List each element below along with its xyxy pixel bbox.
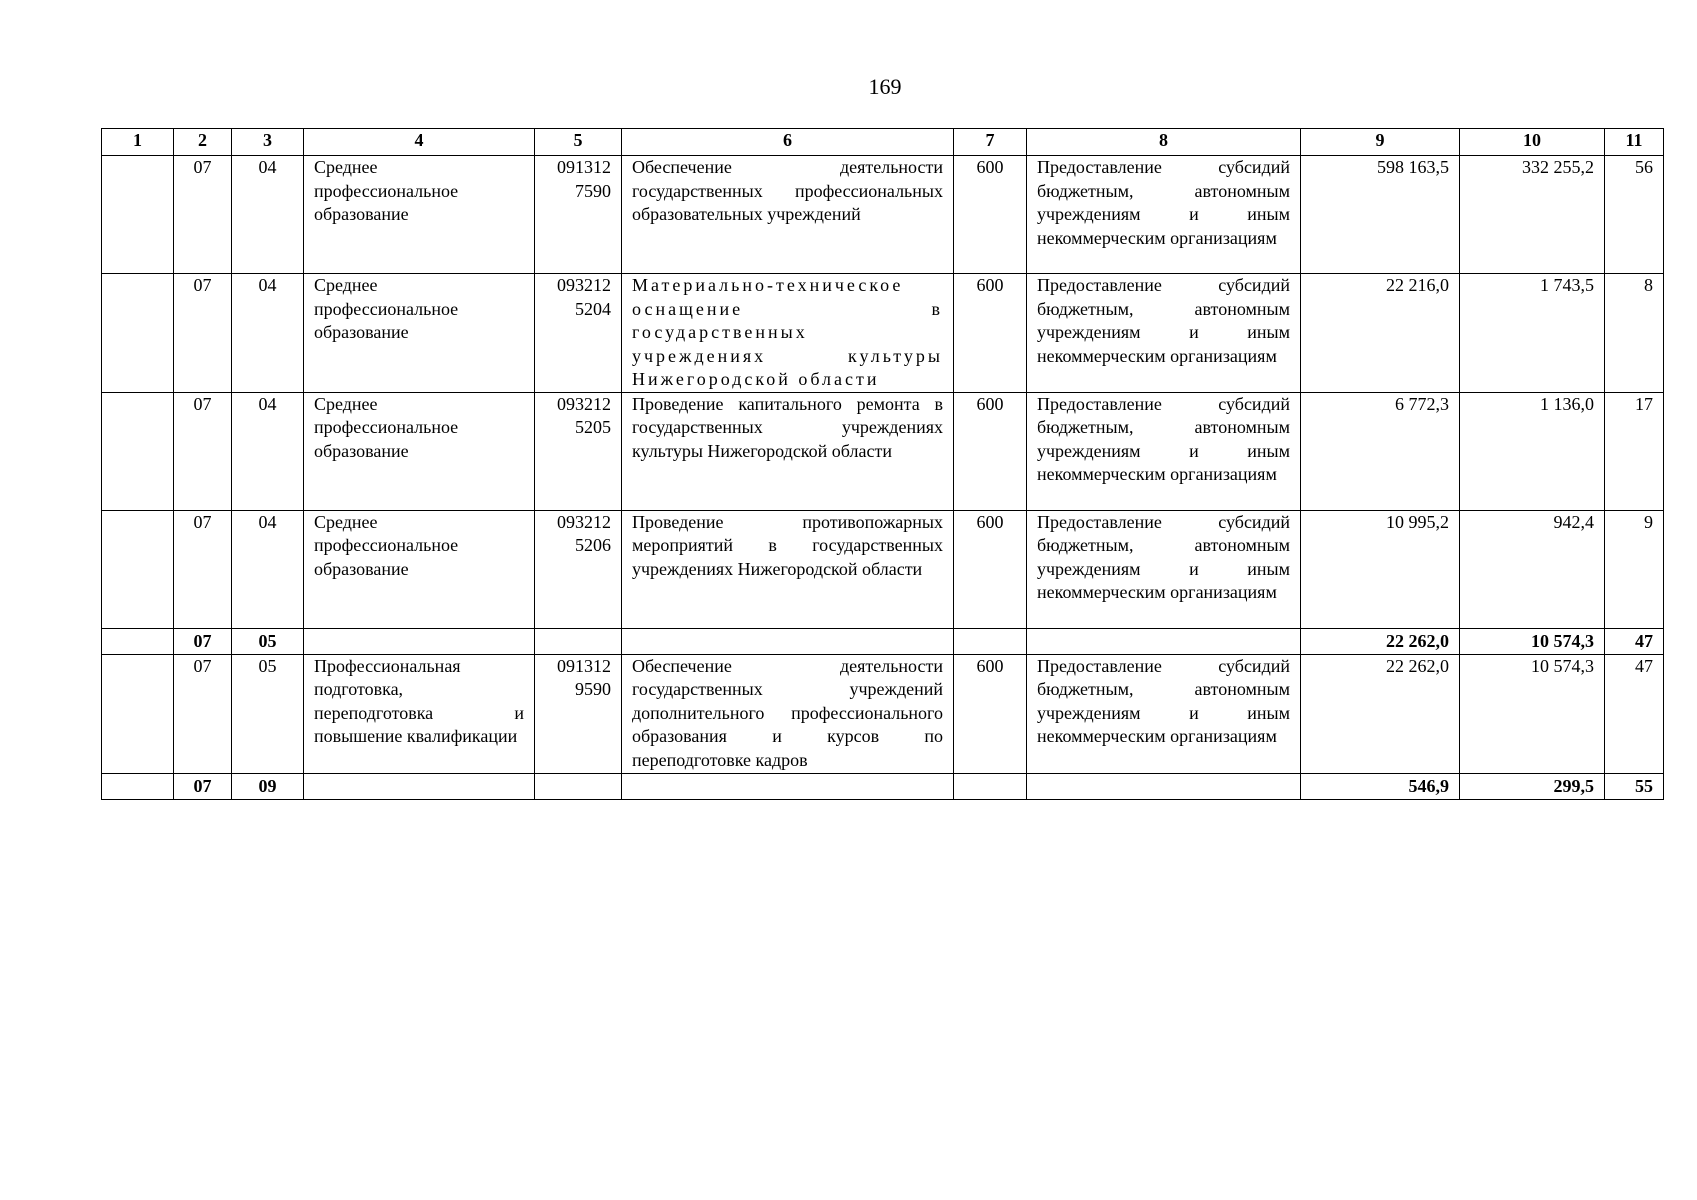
cell-target-name: Проведение капитального ремонта в государственных учреждениях культуры Нижегородской области: [622, 392, 954, 510]
page-number: 169: [868, 74, 902, 99]
budget-table: [101, 128, 1664, 800]
cell-section: 07: [174, 156, 232, 274]
cell-target-code: [535, 654, 622, 773]
table-row: [102, 156, 1664, 274]
cell-target-name: [622, 628, 954, 654]
cell-target-code: [535, 628, 622, 654]
cell-section: 07: [174, 510, 232, 628]
cell-subsection: 05: [232, 654, 304, 773]
table-row: [102, 510, 1664, 628]
cell-plan: 546,9: [1301, 773, 1460, 799]
cell-target-name: Проведение противопожарных мероприятий в государственных учреждениях Нижегородской области: [622, 510, 954, 628]
header-col-9: 9: [1301, 129, 1460, 156]
code-part-2: 5206: [575, 535, 611, 555]
cell-expense-name: [1027, 773, 1301, 799]
header-col-4: 4: [304, 129, 535, 156]
cell-actual: 1 743,5: [1460, 274, 1605, 393]
cell-expense-name: Предоставление субсидий бюджетным, автономным учреждениям и иным некоммерческим организациям: [1027, 156, 1301, 274]
code-part-1: 091312: [557, 655, 611, 676]
header-col-7: 7: [954, 129, 1027, 156]
cell-expense-type: 600: [954, 156, 1027, 274]
cell-expense-name: Предоставление субсидий бюджетным, автономным учреждениям и иным некоммерческим организациям: [1027, 654, 1301, 773]
cell-section: 07: [174, 773, 232, 799]
header-col-5: 5: [535, 129, 622, 156]
cell-target-code: [535, 274, 622, 393]
code-part-1: 093212: [557, 275, 611, 295]
cell-subsection-name: Профессиональная подготовка, переподготовка и повышение квалификации: [304, 654, 535, 773]
cell-subsection: 04: [232, 392, 304, 510]
cell-expense-type: 600: [954, 654, 1027, 773]
cell-actual: 299,5: [1460, 773, 1605, 799]
cell-target-name: Обеспечение деятельности государственных профессиональных образовательных учреждений: [622, 156, 954, 274]
cell-expense-type: [954, 773, 1027, 799]
cell-percent: 17: [1605, 392, 1664, 510]
cell-expense-type: 600: [954, 274, 1027, 393]
cell-col-1: [102, 274, 174, 393]
cell-expense-type: [954, 628, 1027, 654]
header-col-6: 6: [622, 129, 954, 156]
cell-subsection: 09: [232, 773, 304, 799]
cell-percent: 47: [1605, 654, 1664, 773]
code-part-2: 9590: [575, 679, 611, 699]
cell-percent: 47: [1605, 628, 1664, 654]
code-part-1: 093212: [557, 511, 611, 532]
cell-plan: 22 216,0: [1301, 274, 1460, 393]
cell-subsection-name: Среднее профессиональное образование: [304, 156, 535, 274]
header-row: [102, 129, 1664, 156]
cell-actual: 942,4: [1460, 510, 1605, 628]
cell-col-1: [102, 773, 174, 799]
cell-target-name: [622, 773, 954, 799]
table-row: [102, 654, 1664, 773]
cell-subsection: 04: [232, 510, 304, 628]
cell-subsection: 04: [232, 274, 304, 393]
cell-percent: 56: [1605, 156, 1664, 274]
cell-subsection-name: Среднее профессиональное образование: [304, 392, 535, 510]
cell-expense-name: Предоставление субсидий бюджетным, автономным учреждениям и иным некоммерческим организациям: [1027, 274, 1301, 393]
cell-expense-type: 600: [954, 392, 1027, 510]
cell-expense-name: [1027, 628, 1301, 654]
cell-actual: 332 255,2: [1460, 156, 1605, 274]
cell-plan: 598 163,5: [1301, 156, 1460, 274]
cell-subsection-name: Среднее профессиональное образование: [304, 274, 535, 393]
cell-plan: 10 995,2: [1301, 510, 1460, 628]
cell-col-1: [102, 392, 174, 510]
cell-target-code: [535, 392, 622, 510]
cell-plan: 22 262,0: [1301, 654, 1460, 773]
code-part-2: 5205: [575, 417, 611, 437]
cell-section: 07: [174, 392, 232, 510]
cell-subsection-name: [304, 773, 535, 799]
cell-subsection: 04: [232, 156, 304, 274]
header-col-2: 2: [174, 129, 232, 156]
cell-target-code: [535, 156, 622, 274]
code-part-2: 7590: [575, 180, 611, 201]
cell-percent: 9: [1605, 510, 1664, 628]
cell-col-1: [102, 156, 174, 274]
header-col-11: 11: [1605, 129, 1664, 156]
cell-percent: 55: [1605, 773, 1664, 799]
header-col-1: 1: [102, 129, 174, 156]
cell-col-1: [102, 654, 174, 773]
cell-plan: 6 772,3: [1301, 392, 1460, 510]
code-part-2: 5204: [575, 298, 611, 319]
cell-subsection: 05: [232, 628, 304, 654]
cell-actual: 10 574,3: [1460, 628, 1605, 654]
cell-subsection-name: Среднее профессиональное образование: [304, 510, 535, 628]
cell-plan: 22 262,0: [1301, 628, 1460, 654]
code-part-1: 091312: [557, 157, 611, 177]
cell-col-1: [102, 628, 174, 654]
cell-expense-name: Предоставление субсидий бюджетным, автономным учреждениям и иным некоммерческим организациям: [1027, 510, 1301, 628]
header-col-8: 8: [1027, 129, 1301, 156]
cell-target-name: Материально-техническое оснащение в государственных учреждениях культуры Нижегородской области: [622, 274, 954, 393]
cell-percent: 8: [1605, 274, 1664, 393]
subtotal-row: [102, 773, 1664, 799]
cell-section: 07: [174, 628, 232, 654]
table-row: [102, 392, 1664, 510]
cell-expense-type: 600: [954, 510, 1027, 628]
cell-target-name: Обеспечение деятельности государственных учреждений дополнительного профессионального образования и курсов по переподготовке кадров: [622, 654, 954, 773]
code-part-1: 093212: [557, 393, 611, 414]
cell-actual: 1 136,0: [1460, 392, 1605, 510]
cell-actual: 10 574,3: [1460, 654, 1605, 773]
cell-subsection-name: [304, 628, 535, 654]
header-col-3: 3: [232, 129, 304, 156]
cell-col-1: [102, 510, 174, 628]
cell-expense-name: Предоставление субсидий бюджетным, автономным учреждениям и иным некоммерческим организациям: [1027, 392, 1301, 510]
cell-target-code: [535, 510, 622, 628]
cell-section: 07: [174, 274, 232, 393]
table-row: [102, 274, 1664, 393]
cell-section: 07: [174, 654, 232, 773]
cell-target-code: [535, 773, 622, 799]
header-col-10: 10: [1460, 129, 1605, 156]
subtotal-row: [102, 628, 1664, 654]
